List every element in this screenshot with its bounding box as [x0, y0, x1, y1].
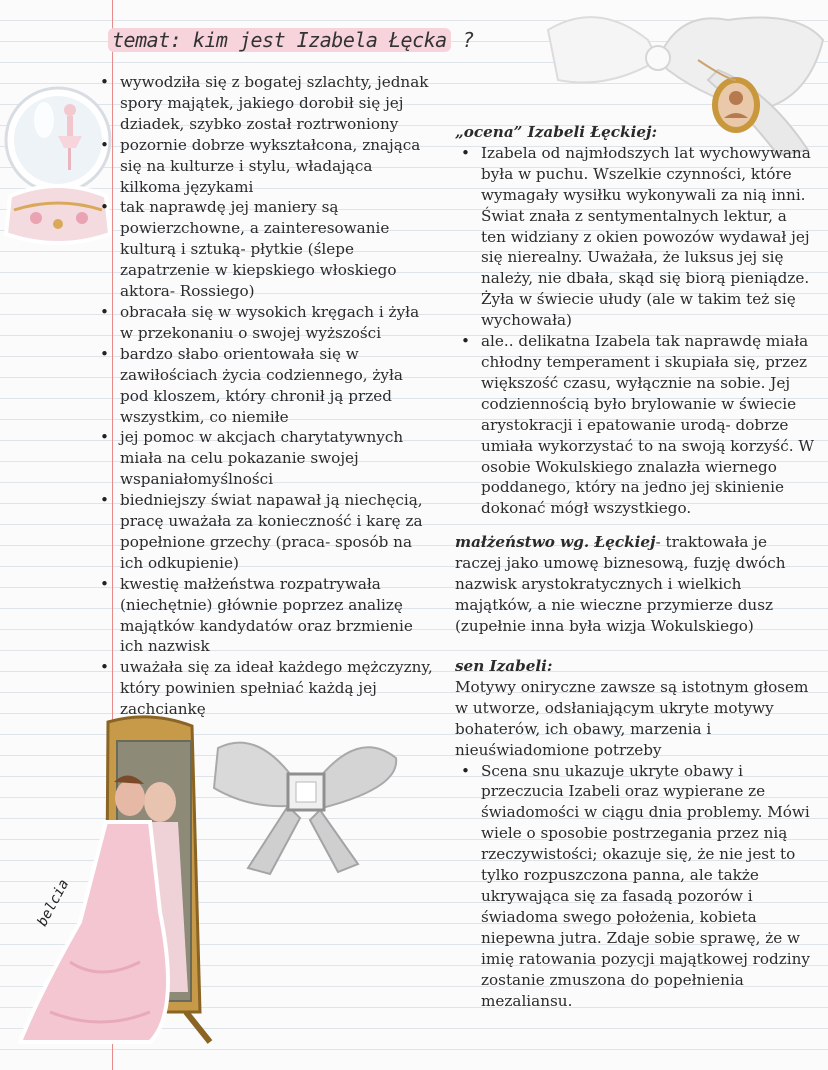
list-item: • ale.. delikatna Izabela tak naprawdę miała chłodny temperament i skupiała się, przez większość czasu, wyłącznie na sobie. Jej codziennością było brylowanie w świecie arystokracji i epatowanie urodą- dobrze umiała wykorzystać to na swoją korzyść. W osobie Wokulskiego znalazła wiernego poddanego, który na jedno jej skinienie dokonać mógł wszystkiego.: [455, 331, 815, 519]
list-item: • biedniejszy świat napawał ją niechęcią, pracę uważała za konieczność i karę za popełnione grzechy (praca- sposób na ich odkupienie): [94, 490, 434, 574]
sen-list: [455, 761, 815, 1012]
list-item: • obracała się w wysokich kręgach i żyła w przekonaniu o swojej wyższości: [94, 302, 434, 344]
list-item: • Scena snu ukazuje ukryte obawy i przeczucia Izabeli oraz wypierane ze świadomości w ciągu dnia problemy. Mówi wiele o sposobie postrzegania przez nią rzeczywistości; okazuje się, że nie jest to tylko rozpuszczona panna, ale także ukrywająca się za fasadą pozorów i świadoma swego położenia, kobieta niepewna jutra. Zdaje sobie sprawę, że w imię ratowania pozycji majątkowej rodziny zostanie zmuszona do popełnienia mezaliansu.: [455, 761, 815, 1012]
ocena-section: [455, 122, 815, 519]
page-title: [108, 28, 474, 52]
list-item: • uważała się za ideał każdego mężczyzny, który powinien spełniać każdą jej zachciankę: [94, 657, 434, 720]
ocena-heading: „ocena” Izabeli Łęckiej:: [455, 123, 658, 141]
list-item: • jej pomoc w akcjach charytatywnych miała na celu pokazanie swojej wspaniałomyślności: [94, 427, 434, 490]
list-item: • bardzo słabo orientowała się w zawiłościach życia codziennego, żyła pod kloszem, który chronił ją przed wszystkim, co niemiłe: [94, 344, 434, 428]
side-handwritten-word: belcia: [34, 876, 73, 930]
list-item: • wywodziła się z bogatej szlachty, jednak spory majątek, jakiego dorobił się jej dziadek, szybko został roztrwoniony: [94, 72, 434, 135]
traits-list: [94, 72, 434, 720]
crystal-bow-sticker: [208, 728, 404, 878]
malzenstwo-heading: małżeństwo wg. Łęckiej: [455, 533, 656, 551]
title-text: temat: kim jest Izabela Łęcka: [108, 28, 451, 52]
sen-section: [455, 656, 815, 1011]
list-item: • kwestię małżeństwa rozpatrywała (niechętnie) głównie poprzez analizę majątków kandydatów oraz brzmienie ich nazwisk: [94, 574, 434, 658]
left-column: [94, 72, 434, 720]
list-item: • pozornie dobrze wykształcona, znająca się na kulturze i stylu, władająca kilkoma językami: [94, 135, 434, 198]
sen-intro: Motywy oniryczne zawsze są istotnym głosem w utworze, odsłaniającym ukryte motywy bohaterów, ich obawy, marzenia i nieuświadomione potrzeby: [455, 677, 809, 759]
list-item: • Izabela od najmłodszych lat wychowywana była w puchu. Wszelkie czynności, które wymagały wysiłku wykonywali za nią inni. Świat znała z sentymentalnych lektur, a ten widziany z okien powozów wydawał jej się nierealny. Uważała, że luksus jej się należy, nie dbała, skąd się biorą pieniądze. Żyła w świecie ułudy (ale w takim też się wychowała): [455, 143, 815, 331]
malzenstwo-text: - traktowała je raczej jako umowę biznesową, fuzję dwóch nazwisk arystokratycznych i wielkich majątków, a nie wieczne przymierze dusz (zupełnie inna była wizja Wokulskiego): [455, 533, 786, 635]
malzenstwo-section: [455, 532, 815, 637]
list-item: • tak naprawdę jej maniery są powierzchowne, a zainteresowanie kulturą i sztuką- płytkie (ślepe zapatrzenie w kiepskiego włoskiego aktora- Rossiego): [94, 197, 434, 302]
title-question-mark: ?: [462, 28, 474, 52]
sen-heading: sen Izabeli:: [455, 657, 553, 675]
ocena-list: [455, 143, 815, 519]
